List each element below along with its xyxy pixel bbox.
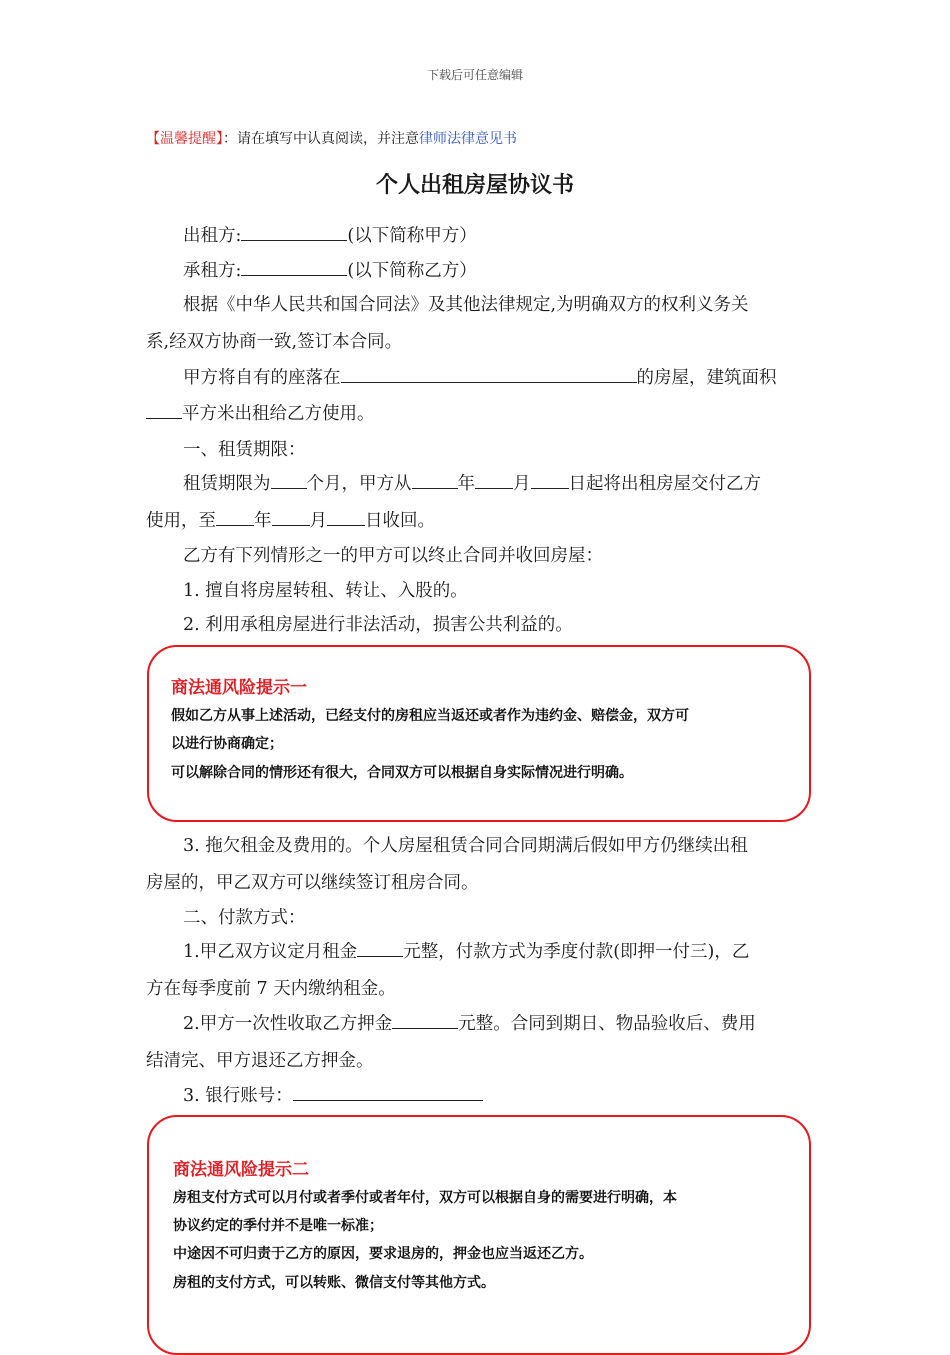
- payment-line-2a: [183, 1010, 756, 1035]
- risk-line: 以进行协商确定；: [171, 736, 283, 752]
- risk-title: 商法通风险提示二: [173, 1160, 309, 1180]
- house-area-text: 平方米出租给乙方使用。: [182, 404, 375, 424]
- term-line-2: [146, 507, 435, 532]
- lessor-line: [183, 222, 477, 247]
- term-text: 日起将出租房屋交付乙方: [568, 474, 761, 494]
- bank-account-line: [183, 1082, 483, 1107]
- risk-line: 假如乙方从事上述活动，已经支付的房租应当返还或者作为违约金、赔偿金，双方可: [171, 708, 689, 724]
- basis-line-1: 根据《中华人民共和国合同法》及其他法律规定,为明确双方的权利义务关: [183, 295, 749, 315]
- term-text: 月: [309, 511, 327, 531]
- term-text: 个月，甲方从: [306, 474, 412, 494]
- bank-account-label: 3. 银行账号：: [183, 1086, 293, 1106]
- page-header-note: 下载后可任意编辑: [426, 68, 523, 82]
- months-blank[interactable]: [271, 471, 307, 489]
- start-month-blank[interactable]: [475, 471, 513, 489]
- risk-line: 房租支付方式可以月付或者季付或者年付，双方可以根据自身的需要进行明确，本: [173, 1190, 677, 1206]
- start-day-blank[interactable]: [531, 471, 569, 489]
- terminate-item-2: 2. 利用承租房屋进行非法活动，损害公共利益的。: [183, 615, 573, 635]
- end-year-blank[interactable]: [216, 508, 254, 526]
- term-text: 租赁期限为: [183, 474, 271, 494]
- end-day-blank[interactable]: [327, 508, 365, 526]
- reminder-tag: 【温馨提醒】: [146, 131, 223, 147]
- payment-line-1b: 方在每季度前 7 天内缴纳租金。: [146, 979, 396, 999]
- term-text: 月: [513, 474, 531, 494]
- bank-account-blank[interactable]: [293, 1083, 483, 1101]
- terminate-item-3a: 3. 拖欠租金及费用的。个人房屋租赁合同合同期满后假如甲方仍继续出租: [183, 836, 748, 856]
- end-month-blank[interactable]: [272, 508, 310, 526]
- term-text: 日收回。: [365, 511, 435, 531]
- payment-line-2b: 结清完、甲方退还乙方押金。: [146, 1051, 374, 1071]
- lessor-suffix: (以下简称甲方）: [347, 226, 477, 246]
- reminder-line: [146, 128, 517, 148]
- risk-box-1: [147, 645, 811, 822]
- area-blank[interactable]: [146, 406, 182, 419]
- terminate-item-1: 1. 擅自将房屋转租、转让、入股的。: [183, 581, 468, 601]
- risk-line: 中途因不可归责于乙方的原因，要求退房的，押金也应当返还乙方。: [173, 1246, 593, 1262]
- payment-text: 元整。合同到期日、物品验收后、费用: [458, 1014, 756, 1034]
- basis-line-2: 系,经双方协商一致,签订本合同。: [146, 332, 403, 352]
- payment-text: 1.甲乙双方议定月租金: [183, 942, 358, 962]
- monthly-rent-blank[interactable]: [357, 939, 403, 957]
- lessor-label: 出租方:: [183, 226, 242, 246]
- document-title: 个人出租房屋协议书: [375, 173, 574, 198]
- house-area-label: 的房屋，建筑面积: [636, 368, 777, 388]
- house-line-1: [183, 364, 777, 389]
- house-location-blank[interactable]: [341, 370, 637, 383]
- payment-line-1a: [183, 938, 749, 963]
- house-line-2: [146, 400, 375, 425]
- risk-box-2: [147, 1115, 811, 1355]
- section-payment: 二、付款方式：: [183, 908, 306, 928]
- lessee-line: [183, 257, 477, 282]
- lessee-suffix: (以下简称乙方）: [347, 261, 477, 281]
- risk-title: 商法通风险提示一: [171, 678, 307, 698]
- risk-line: 协议约定的季付并不是唯一标准；: [173, 1218, 383, 1234]
- lessee-label: 承租方:: [183, 261, 242, 281]
- lessor-blank[interactable]: [241, 223, 347, 241]
- lawyer-opinion-link[interactable]: 律师法律意见书: [419, 131, 517, 147]
- risk-line: 房租的支付方式，可以转账、微信支付等其他方式。: [173, 1275, 495, 1291]
- deposit-blank[interactable]: [392, 1011, 458, 1029]
- payment-text: 2.甲方一次性收取乙方押金: [183, 1014, 393, 1034]
- term-text: 年: [254, 511, 272, 531]
- payment-text: 元整，付款方式为季度付款(即押一付三)，乙: [403, 942, 750, 962]
- reminder-text: ：请在填写中认真阅读，并注意: [223, 131, 419, 147]
- house-location-label: 甲方将自有的座落在: [183, 368, 341, 388]
- terminate-intro: 乙方有下列情形之一的甲方可以终止合同并收回房屋：: [183, 546, 603, 566]
- term-text: 年: [457, 474, 475, 494]
- term-text: 使用，至: [146, 511, 216, 531]
- term-line-1: [183, 470, 761, 495]
- lessee-blank[interactable]: [241, 258, 347, 276]
- start-year-blank[interactable]: [412, 471, 458, 489]
- section-lease-term: 一、租赁期限：: [183, 440, 306, 460]
- terminate-item-3b: 房屋的，甲乙双方可以继续签订租房合同。: [146, 873, 479, 893]
- risk-line: 可以解除合同的情形还有很大，合同双方可以根据自身实际情况进行明确。: [171, 765, 633, 781]
